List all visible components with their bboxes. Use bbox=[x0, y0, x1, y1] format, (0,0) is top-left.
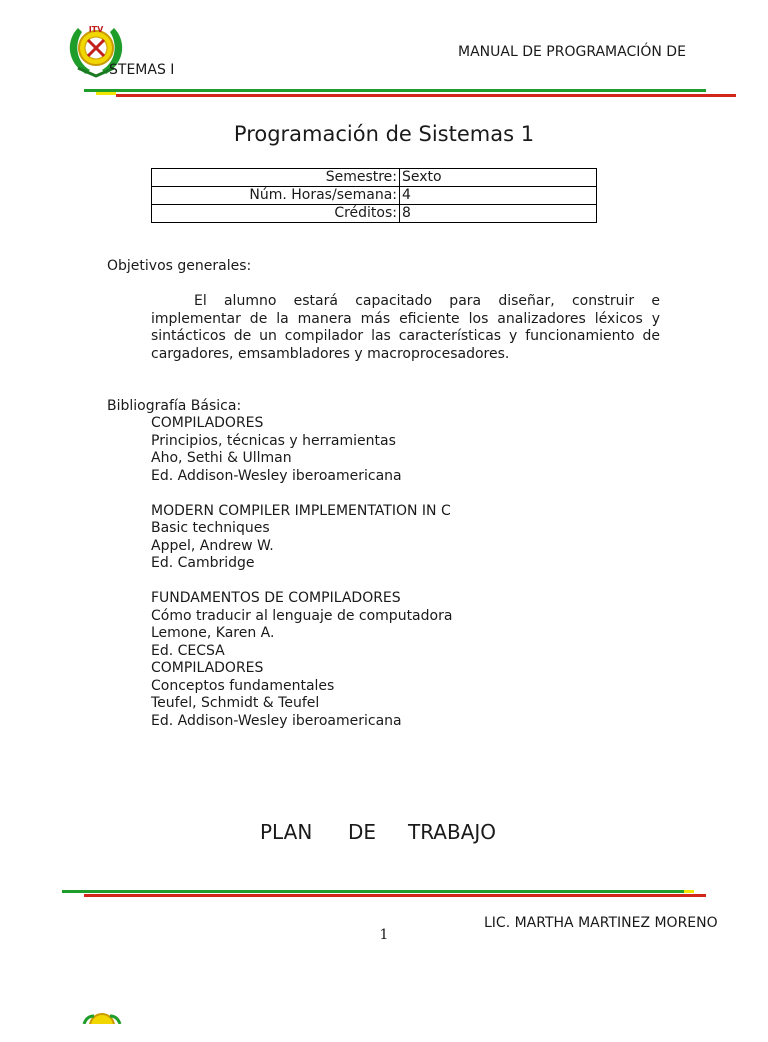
book-subtitle: Cómo traducir al lenguaje de computadora bbox=[151, 607, 453, 624]
info-value: 4 bbox=[400, 187, 597, 205]
book-title: COMPILADORES bbox=[151, 660, 264, 676]
plan-word: PLAN bbox=[260, 820, 313, 844]
table-row bbox=[152, 169, 597, 187]
page-number: 1 bbox=[379, 927, 389, 943]
info-label: Núm. Horas/semana: bbox=[152, 187, 400, 205]
book-authors: Aho, Sethi & Ullman bbox=[151, 450, 292, 466]
book-subtitle: Basic techniques bbox=[151, 520, 270, 536]
info-label: Semestre: bbox=[152, 169, 400, 187]
book-entry bbox=[151, 503, 452, 573]
info-value: Sexto bbox=[400, 169, 597, 187]
plan-word: DE bbox=[348, 820, 377, 844]
footer-author: LIC. MARTHA MARTINEZ MORENO bbox=[484, 915, 718, 931]
book-authors: Teufel, Schmidt & Teufel bbox=[151, 695, 320, 711]
book-title: COMPILADORES bbox=[151, 415, 264, 431]
book-entry bbox=[151, 590, 452, 660]
bibliography-heading: Bibliografía Básica: bbox=[107, 398, 242, 414]
book-title: FUNDAMENTOS DE COMPILADORES bbox=[151, 590, 401, 606]
objectives-paragraph: El alumno estará capacitado para diseñar, construir e implementar de la manera más eficiente los analizadores léxicos y sintácticos de un compilador las características y funcionamiento de cargadores, emsambladores y macroprocesadores. bbox=[151, 293, 660, 362]
book-subtitle: Principios, técnicas y herramientas bbox=[151, 432, 396, 449]
book-publisher: Ed. CECSA bbox=[151, 642, 225, 659]
header-manual-title: MANUAL DE PROGRAMACIÓN DE bbox=[458, 44, 686, 60]
document-title: Programación de Sistemas 1 bbox=[233, 122, 535, 146]
book-authors: Lemone, Karen A. bbox=[151, 625, 275, 641]
book-entry bbox=[151, 415, 452, 485]
svg-text:ITV: ITV bbox=[88, 25, 104, 34]
plan-word: TRABAJO bbox=[408, 820, 497, 844]
table-row bbox=[152, 205, 597, 223]
book-authors: Appel, Andrew W. bbox=[151, 537, 274, 554]
book-publisher: Ed. Cambridge bbox=[151, 555, 255, 571]
info-label: Créditos: bbox=[152, 205, 400, 223]
book-subtitle: Conceptos fundamentales bbox=[151, 677, 335, 694]
objectives-heading: Objetivos generales: bbox=[107, 258, 252, 274]
course-info-table bbox=[151, 168, 597, 223]
book-publisher: Ed. Addison-Wesley iberoamericana bbox=[151, 712, 402, 729]
table-row bbox=[152, 187, 597, 205]
header-course-fragment: STEMAS I bbox=[109, 62, 175, 78]
book-publisher: Ed. Addison-Wesley iberoamericana bbox=[151, 467, 402, 484]
book-entry bbox=[151, 660, 452, 730]
info-value: 8 bbox=[400, 205, 597, 223]
school-logo-next-page bbox=[80, 1012, 124, 1042]
bibliography-list bbox=[151, 415, 452, 730]
book-title: MODERN COMPILER IMPLEMENTATION IN C bbox=[151, 502, 451, 519]
